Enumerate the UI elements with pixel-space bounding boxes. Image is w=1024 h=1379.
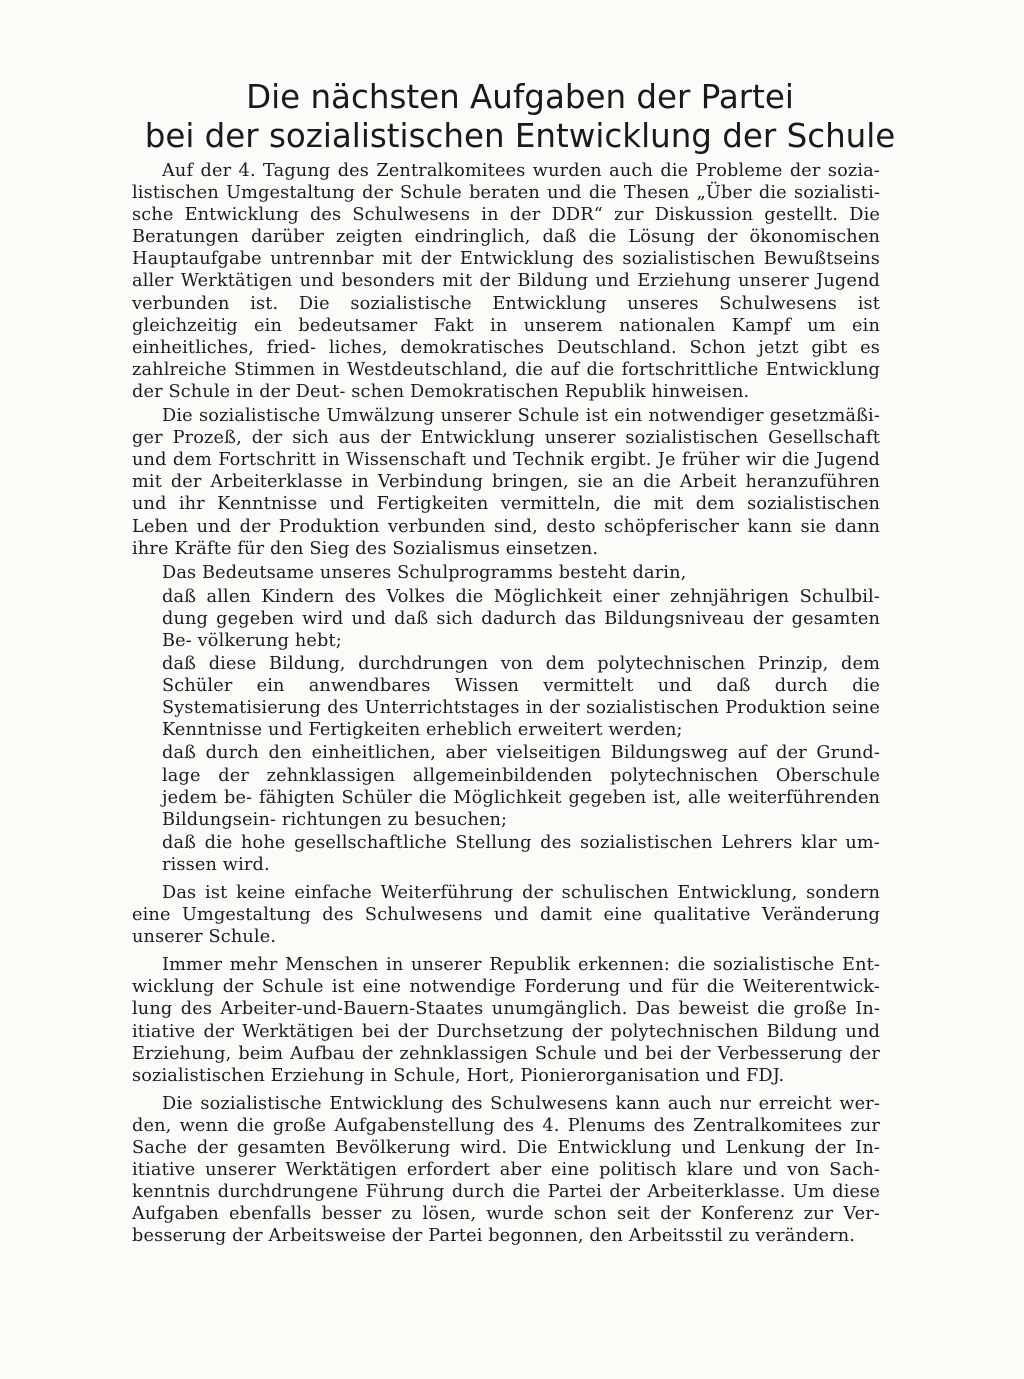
paragraph-umwaelzung: Die sozialistische Umwälzung unserer Schule ist ein notwendiger gesetzmäßi- ger Prozeß, der sich aus der Entwicklung unserer sozialistischen Gesellschaft und dem Fortschritt in Wissenschaft und Technik ergibt. Je früher wir die Jugend mit der Arbeiterklasse in Verbindung bringen, sie an die Arbeit heranzuführen und ihr Kenntnisse und Fertigkeiten vermitteln, die mit dem sozialistischen Leben und der Produktion verbunden sind, desto schöpferischer kann sie dann ihre Kräfte für den Sieg des Sozialismus einsetzen. (132, 406, 880, 559)
list-item-zehnjaehrige-schulbildung: daß allen Kindern des Volkes die Möglichkeit einer zehnjährigen Schulbil- dung gegeben wird und daß sich dadurch das Bildungsniveau der gesamten Be- völkerung hebt; (162, 586, 880, 651)
list-item-bildungsweg: daß durch den einheitlichen, aber vielseitigen Bildungsweg auf der Grund- lage der zehnklassigen allgemeinbildenden polytechnischen Oberschule jedem be- fähigten Schüler die Möglichkeit gegeben ist, alle weiterführenden Bildungsein- richtungen zu besuchen; (162, 743, 880, 830)
paragraph-fuehrung-partei: Die sozialistische Entwicklung des Schulwesens kann auch nur erreicht wer- den, wenn die große Aufgabenstellung des 4. Plenums des Zentralkomitees zur Sache der gesamten Bevölkerung wird. Die Entwicklung und Lenkung der In- itiative unserer Werktätigen erfordert aber eine politisch klare und von Sach- kenntnis durchdrungene Führung durch die Partei der Arbeiterklasse. Um diese Aufgaben ebenfalls besser zu lösen, wurde schon seit der Konferenz zur Ver- besserung der Arbeitsweise der Partei begonnen, den Arbeitsstil zu verändern. (132, 1093, 880, 1247)
paragraph-intro: Auf der 4. Tagung des Zentralkomitees wurden auch die Probleme der sozia- listischen Umgestaltung der Schule beraten und die Thesen „Über die sozialisti- sche Entwicklung des Schulwesens in der DDR“ zur Diskussion gestellt. Die Beratungen darüber zeigten eindringlich, daß die Lösung der ökonomischen Hauptaufgabe untrennbar mit der Entwicklung des sozialistischen Bewußtseins aller Werktätigen und besonders mit der Bildung und Erziehung unserer Jugend verbunden ist. Die sozialistische Entwicklung unseres Schulwesens ist gleichzeitig ein bedeutsamer Fakt in unserem nationalen Kampf um ein einheitliches, fried- liches, demokratisches Deutschland. Schon jetzt gibt es zahlreiche Stimmen in Westdeutschland, die auf die fortschrittliche Entwicklung der Schule in der Deut- schen Demokratischen Republik hinweisen. (132, 161, 880, 402)
list-item-lehrer-stellung: daß die hohe gesellschaftliche Stellung des sozialistischen Lehrers klar um- rissen wird. (162, 832, 880, 875)
list-item-polytechnische-bildung: daß diese Bildung, durchdrungen von dem polytechnischen Prinzip, dem Schüler ein anwendbares Wissen vermittelt und daß durch die Systematisierung des Unterrichtstages in der sozialistischen Produktion seine Kenntnisse und Fertigkeiten erheblich erweitert werden; (162, 654, 880, 741)
page-title-line-2: bei der sozialistischen Entwicklung der Schule (144, 117, 896, 155)
paragraph-schulprogramm: Das Bedeutsame unseres Schulprogramms besteht darin, (162, 562, 687, 583)
paragraph-umgestaltung: Das ist keine einfache Weiterführung der schulischen Entwicklung, sondern eine Umgestaltung des Schulwesens und damit eine qualitative Veränderung unserer Schule. (132, 883, 880, 948)
paragraph-republik: Immer mehr Menschen in unserer Republik erkennen: die sozialistische Ent- wicklung der Schule ist eine notwendige Forderung und für die Weiterentwick- lung des Arbeiter-und-Bauern-Staates unumgänglich. Das beweist die große In- itiative der Werktätigen bei der Durchsetzung der polytechnischen Bildung und Erziehung, beim Aufbau der zehnklassigen Schule und bei der Verbesserung der sozialistischen Erziehung in Schule, Hort, Pionierorganisation und FDJ. (132, 955, 880, 1086)
page-title-line-1: Die nächsten Aufgaben der Partei (246, 78, 794, 116)
article-body (132, 160, 880, 1250)
